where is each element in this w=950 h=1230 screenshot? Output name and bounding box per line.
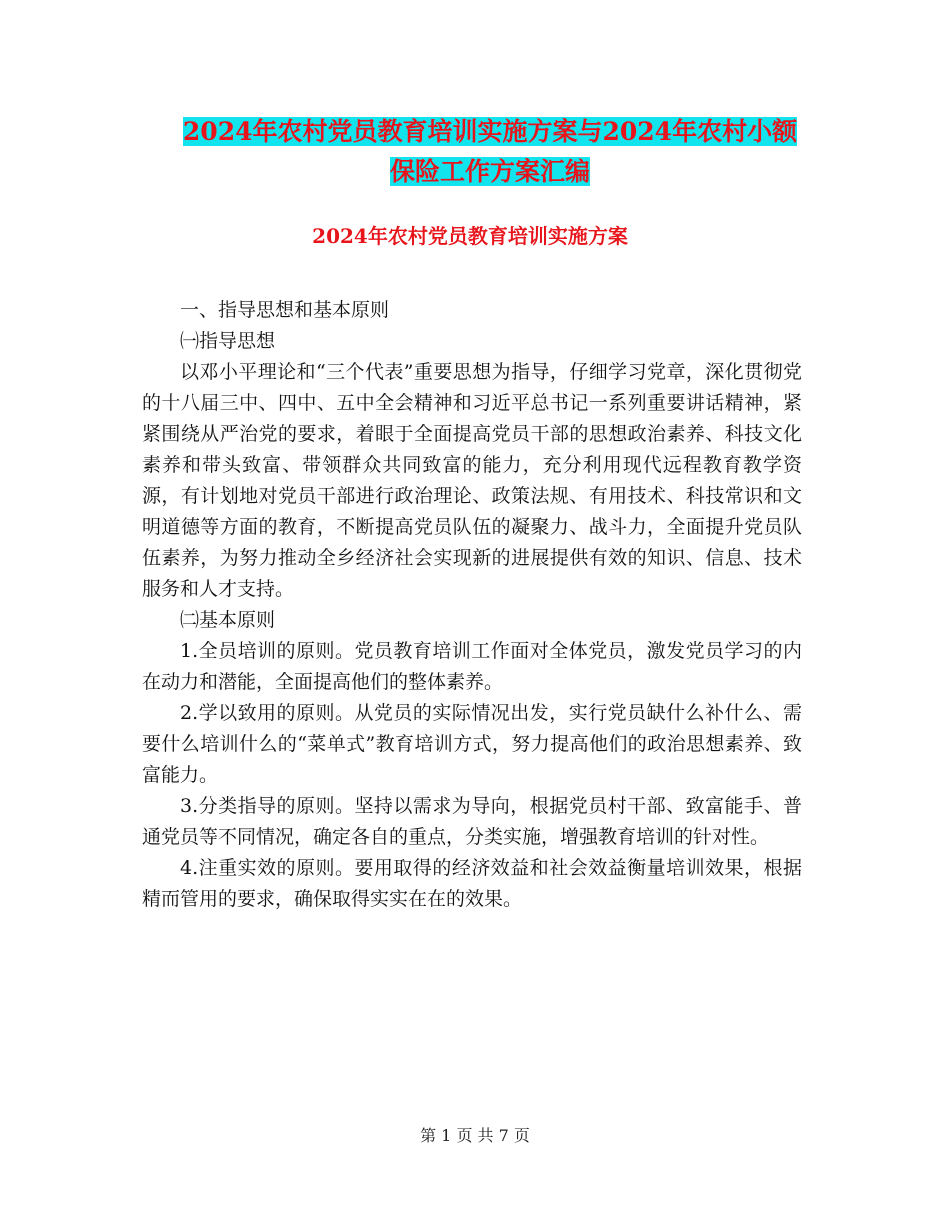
heading-guiding-ideology-and-principles: 一、指导思想和基本原则 [180,299,390,321]
paragraph-principle-2: 2.学以致用的原则。从党员的实际情况出发，实行党员缺什么补什么、需要什么培训什么的“菜单式”教育培训方式，努力提高他们的政治思想素养、致富能力。 [142,702,802,786]
document-body [142,295,802,915]
subheading-guiding-ideology: ㈠指导思想 [180,330,276,352]
paragraph-guiding-ideology: 以邓小平理论和“三个代表”重要思想为指导，仔细学习党章，深化贯彻党的十八届三中、四中、五中全会精神和习近平总书记一系列重要讲话精神，紧紧围绕从严治党的要求，着眼于全面提高党员干部的思想政治素养、科技文化素养和带头致富、带领群众共同致富的能力，充分利用现代远程教育教学资源，有计划地对党员干部进行政治理论、政策法规、有用技术、科技常识和文明道德等方面的教育，不断提高党员队伍的凝聚力、战斗力，全面提升党员队伍素养，为努力推动全乡经济社会实现新的进展提供有效的知识、信息、技术服务和人才支持。 [142,361,802,600]
document-title-line-2: 保险工作方案汇编 [389,157,590,186]
paragraph-principle-1: 1.全员培训的原则。党员教育培训工作面对全体党员，激发党员学习的内在动力和潜能，全面提高他们的整体素养。 [142,640,802,693]
subheading-basic-principles: ㈡基本原则 [180,609,276,631]
paragraph-principle-3: 3.分类指导的原则。坚持以需求为导向，根据党员村干部、致富能手、普通党员等不同情况，确定各自的重点，分类实施，增强教育培训的针对性。 [142,795,802,848]
document-title [130,112,850,192]
page-number-footer: 第 1 页 共 7 页 [420,1126,530,1145]
section-title: 2024年农村党员教育培训实施方案 [312,224,628,248]
paragraph-principle-4: 4.注重实效的原则。要用取得的经济效益和社会效益衡量培训效果，根据精而管用的要求，确保取得实实在在的效果。 [142,857,802,910]
document-title-line-1: 2024年农村党员教育培训实施方案与2024年农村小额 [182,117,798,146]
